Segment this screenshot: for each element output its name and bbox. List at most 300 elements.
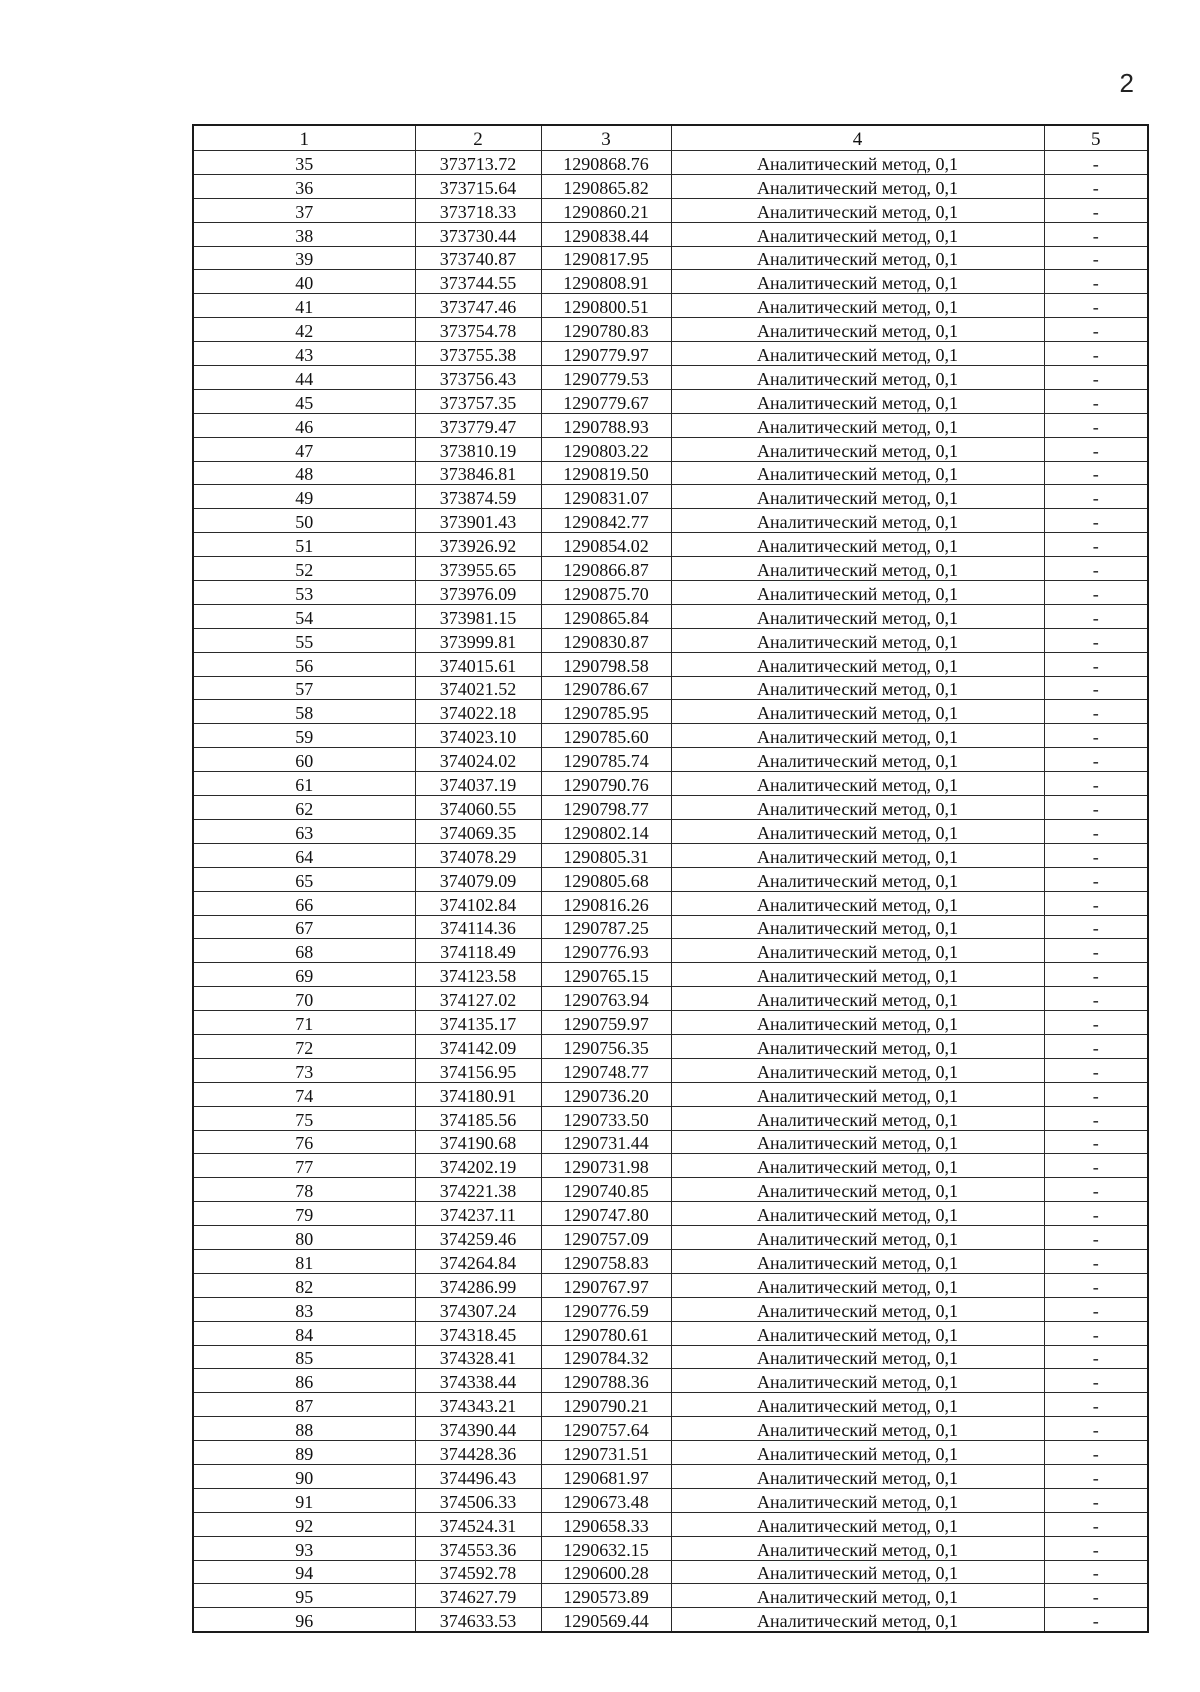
method-cell: Аналитический метод, 0,1: [671, 1584, 1044, 1608]
point-number-cell: 40: [193, 270, 415, 294]
method-cell: Аналитический метод, 0,1: [671, 915, 1044, 939]
point-number-cell: 61: [193, 772, 415, 796]
note-cell: -: [1044, 652, 1148, 676]
y-coordinate-cell: 1290779.67: [541, 389, 671, 413]
method-cell: Аналитический метод, 0,1: [671, 1154, 1044, 1178]
table-row: [193, 843, 1148, 867]
point-number-cell: 86: [193, 1369, 415, 1393]
x-coordinate-cell: 373779.47: [415, 413, 541, 437]
note-cell: -: [1044, 151, 1148, 175]
x-coordinate-cell: 374078.29: [415, 843, 541, 867]
table-row: [193, 1512, 1148, 1536]
x-coordinate-cell: 374022.18: [415, 700, 541, 724]
table-row: [193, 987, 1148, 1011]
x-coordinate-cell: 374024.02: [415, 748, 541, 772]
table-row: [193, 772, 1148, 796]
method-cell: Аналитический метод, 0,1: [671, 437, 1044, 461]
table-row: [193, 151, 1148, 175]
method-cell: Аналитический метод, 0,1: [671, 1249, 1044, 1273]
table-row: [193, 294, 1148, 318]
table-row: [193, 413, 1148, 437]
table-row: [193, 1321, 1148, 1345]
y-coordinate-cell: 1290787.25: [541, 915, 671, 939]
note-cell: -: [1044, 1273, 1148, 1297]
x-coordinate-cell: 374592.78: [415, 1560, 541, 1584]
x-coordinate-cell: 374307.24: [415, 1297, 541, 1321]
x-coordinate-cell: 374237.11: [415, 1202, 541, 1226]
note-cell: -: [1044, 1011, 1148, 1035]
note-cell: -: [1044, 1321, 1148, 1345]
y-coordinate-cell: 1290784.32: [541, 1345, 671, 1369]
point-number-cell: 89: [193, 1441, 415, 1465]
x-coordinate-cell: 374118.49: [415, 939, 541, 963]
method-cell: Аналитический метод, 0,1: [671, 748, 1044, 772]
note-cell: -: [1044, 342, 1148, 366]
method-cell: Аналитический метод, 0,1: [671, 1106, 1044, 1130]
table-row: [193, 174, 1148, 198]
x-coordinate-cell: 374156.95: [415, 1058, 541, 1082]
y-coordinate-cell: 1290736.20: [541, 1082, 671, 1106]
x-coordinate-cell: 374127.02: [415, 987, 541, 1011]
x-coordinate-cell: 374390.44: [415, 1417, 541, 1441]
table-row: [193, 963, 1148, 987]
y-coordinate-cell: 1290757.09: [541, 1226, 671, 1250]
method-cell: Аналитический метод, 0,1: [671, 198, 1044, 222]
table-row: [193, 437, 1148, 461]
note-cell: -: [1044, 222, 1148, 246]
point-number-cell: 39: [193, 246, 415, 270]
y-coordinate-cell: 1290800.51: [541, 294, 671, 318]
table-row: [193, 939, 1148, 963]
method-cell: Аналитический метод, 0,1: [671, 342, 1044, 366]
x-coordinate-cell: 374102.84: [415, 891, 541, 915]
method-cell: Аналитический метод, 0,1: [671, 318, 1044, 342]
note-cell: -: [1044, 1393, 1148, 1417]
method-cell: Аналитический метод, 0,1: [671, 1560, 1044, 1584]
x-coordinate-cell: 374524.31: [415, 1512, 541, 1536]
x-coordinate-cell: 373715.64: [415, 174, 541, 198]
y-coordinate-cell: 1290805.31: [541, 843, 671, 867]
point-number-cell: 50: [193, 509, 415, 533]
y-coordinate-cell: 1290776.59: [541, 1297, 671, 1321]
x-coordinate-cell: 374633.53: [415, 1608, 541, 1632]
method-cell: Аналитический метод, 0,1: [671, 628, 1044, 652]
method-cell: Аналитический метод, 0,1: [671, 294, 1044, 318]
y-coordinate-cell: 1290765.15: [541, 963, 671, 987]
table-body: [193, 151, 1148, 1633]
note-cell: -: [1044, 1082, 1148, 1106]
x-coordinate-cell: 373744.55: [415, 270, 541, 294]
method-cell: Аналитический метод, 0,1: [671, 1297, 1044, 1321]
x-coordinate-cell: 373756.43: [415, 366, 541, 390]
point-number-cell: 77: [193, 1154, 415, 1178]
note-cell: -: [1044, 174, 1148, 198]
x-coordinate-cell: 374190.68: [415, 1130, 541, 1154]
x-coordinate-cell: 373754.78: [415, 318, 541, 342]
method-cell: Аналитический метод, 0,1: [671, 366, 1044, 390]
y-coordinate-cell: 1290798.77: [541, 796, 671, 820]
table-row: [193, 1608, 1148, 1632]
point-number-cell: 85: [193, 1345, 415, 1369]
method-cell: Аналитический метод, 0,1: [671, 700, 1044, 724]
coordinates-table: [192, 124, 1149, 1633]
header-cell-2: 2: [415, 125, 541, 151]
point-number-cell: 88: [193, 1417, 415, 1441]
note-cell: -: [1044, 939, 1148, 963]
note-cell: -: [1044, 270, 1148, 294]
x-coordinate-cell: 374338.44: [415, 1369, 541, 1393]
x-coordinate-cell: 373901.43: [415, 509, 541, 533]
x-coordinate-cell: 374123.58: [415, 963, 541, 987]
y-coordinate-cell: 1290798.58: [541, 652, 671, 676]
y-coordinate-cell: 1290731.98: [541, 1154, 671, 1178]
table-row: [193, 1273, 1148, 1297]
table-row: [193, 1202, 1148, 1226]
y-coordinate-cell: 1290790.21: [541, 1393, 671, 1417]
y-coordinate-cell: 1290658.33: [541, 1512, 671, 1536]
method-cell: Аналитический метод, 0,1: [671, 939, 1044, 963]
x-coordinate-cell: 374428.36: [415, 1441, 541, 1465]
header-row: [193, 125, 1148, 151]
table-row: [193, 485, 1148, 509]
method-cell: Аналитический метод, 0,1: [671, 1011, 1044, 1035]
method-cell: Аналитический метод, 0,1: [671, 557, 1044, 581]
table-row: [193, 1011, 1148, 1035]
note-cell: -: [1044, 628, 1148, 652]
point-number-cell: 79: [193, 1202, 415, 1226]
method-cell: Аналитический метод, 0,1: [671, 509, 1044, 533]
point-number-cell: 81: [193, 1249, 415, 1273]
y-coordinate-cell: 1290785.74: [541, 748, 671, 772]
x-coordinate-cell: 373810.19: [415, 437, 541, 461]
table-row: [193, 1130, 1148, 1154]
table-row: [193, 1536, 1148, 1560]
method-cell: Аналитический метод, 0,1: [671, 819, 1044, 843]
method-cell: Аналитический метод, 0,1: [671, 246, 1044, 270]
y-coordinate-cell: 1290600.28: [541, 1560, 671, 1584]
note-cell: -: [1044, 437, 1148, 461]
y-coordinate-cell: 1290681.97: [541, 1464, 671, 1488]
note-cell: -: [1044, 1178, 1148, 1202]
table-row: [193, 915, 1148, 939]
y-coordinate-cell: 1290788.93: [541, 413, 671, 437]
note-cell: -: [1044, 748, 1148, 772]
note-cell: -: [1044, 246, 1148, 270]
method-cell: Аналитический метод, 0,1: [671, 604, 1044, 628]
table-row: [193, 700, 1148, 724]
y-coordinate-cell: 1290831.07: [541, 485, 671, 509]
x-coordinate-cell: 374221.38: [415, 1178, 541, 1202]
point-number-cell: 51: [193, 533, 415, 557]
y-coordinate-cell: 1290731.44: [541, 1130, 671, 1154]
point-number-cell: 91: [193, 1488, 415, 1512]
method-cell: Аналитический метод, 0,1: [671, 1034, 1044, 1058]
table-row: [193, 628, 1148, 652]
method-cell: Аналитический метод, 0,1: [671, 676, 1044, 700]
x-coordinate-cell: 374496.43: [415, 1464, 541, 1488]
x-coordinate-cell: 373976.09: [415, 581, 541, 605]
point-number-cell: 96: [193, 1608, 415, 1632]
y-coordinate-cell: 1290573.89: [541, 1584, 671, 1608]
point-number-cell: 74: [193, 1082, 415, 1106]
table-row: [193, 1058, 1148, 1082]
note-cell: -: [1044, 1441, 1148, 1465]
method-cell: Аналитический метод, 0,1: [671, 413, 1044, 437]
y-coordinate-cell: 1290785.95: [541, 700, 671, 724]
x-coordinate-cell: 373981.15: [415, 604, 541, 628]
coordinates-table-container: [192, 124, 1147, 1633]
y-coordinate-cell: 1290632.15: [541, 1536, 671, 1560]
note-cell: -: [1044, 318, 1148, 342]
method-cell: Аналитический метод, 0,1: [671, 461, 1044, 485]
point-number-cell: 62: [193, 796, 415, 820]
note-cell: -: [1044, 1584, 1148, 1608]
point-number-cell: 46: [193, 413, 415, 437]
point-number-cell: 75: [193, 1106, 415, 1130]
point-number-cell: 65: [193, 867, 415, 891]
note-cell: -: [1044, 485, 1148, 509]
table-row: [193, 1464, 1148, 1488]
y-coordinate-cell: 1290757.64: [541, 1417, 671, 1441]
note-cell: -: [1044, 867, 1148, 891]
y-coordinate-cell: 1290865.82: [541, 174, 671, 198]
table-row: [193, 1560, 1148, 1584]
method-cell: Аналитический метод, 0,1: [671, 151, 1044, 175]
method-cell: Аналитический метод, 0,1: [671, 485, 1044, 509]
point-number-cell: 58: [193, 700, 415, 724]
x-coordinate-cell: 374180.91: [415, 1082, 541, 1106]
table-row: [193, 533, 1148, 557]
note-cell: -: [1044, 796, 1148, 820]
note-cell: -: [1044, 1226, 1148, 1250]
x-coordinate-cell: 373713.72: [415, 151, 541, 175]
note-cell: -: [1044, 1417, 1148, 1441]
method-cell: Аналитический метод, 0,1: [671, 1464, 1044, 1488]
point-number-cell: 80: [193, 1226, 415, 1250]
note-cell: -: [1044, 1560, 1148, 1584]
method-cell: Аналитический метод, 0,1: [671, 1178, 1044, 1202]
table-row: [193, 1178, 1148, 1202]
method-cell: Аналитический метод, 0,1: [671, 174, 1044, 198]
y-coordinate-cell: 1290802.14: [541, 819, 671, 843]
point-number-cell: 57: [193, 676, 415, 700]
x-coordinate-cell: 374553.36: [415, 1536, 541, 1560]
y-coordinate-cell: 1290733.50: [541, 1106, 671, 1130]
x-coordinate-cell: 374015.61: [415, 652, 541, 676]
note-cell: -: [1044, 700, 1148, 724]
table-row: [193, 819, 1148, 843]
x-coordinate-cell: 373926.92: [415, 533, 541, 557]
x-coordinate-cell: 374142.09: [415, 1034, 541, 1058]
table-row: [193, 1082, 1148, 1106]
point-number-cell: 93: [193, 1536, 415, 1560]
y-coordinate-cell: 1290740.85: [541, 1178, 671, 1202]
note-cell: -: [1044, 819, 1148, 843]
method-cell: Аналитический метод, 0,1: [671, 891, 1044, 915]
method-cell: Аналитический метод, 0,1: [671, 724, 1044, 748]
table-row: [193, 1369, 1148, 1393]
note-cell: -: [1044, 1464, 1148, 1488]
point-number-cell: 56: [193, 652, 415, 676]
point-number-cell: 63: [193, 819, 415, 843]
x-coordinate-cell: 374202.19: [415, 1154, 541, 1178]
point-number-cell: 83: [193, 1297, 415, 1321]
note-cell: -: [1044, 1297, 1148, 1321]
note-cell: -: [1044, 1512, 1148, 1536]
y-coordinate-cell: 1290763.94: [541, 987, 671, 1011]
method-cell: Аналитический метод, 0,1: [671, 867, 1044, 891]
note-cell: -: [1044, 891, 1148, 915]
method-cell: Аналитический метод, 0,1: [671, 1512, 1044, 1536]
table-row: [193, 581, 1148, 605]
table-row: [193, 198, 1148, 222]
y-coordinate-cell: 1290805.68: [541, 867, 671, 891]
point-number-cell: 59: [193, 724, 415, 748]
y-coordinate-cell: 1290786.67: [541, 676, 671, 700]
method-cell: Аналитический метод, 0,1: [671, 1369, 1044, 1393]
note-cell: -: [1044, 915, 1148, 939]
note-cell: -: [1044, 1608, 1148, 1632]
method-cell: Аналитический метод, 0,1: [671, 1441, 1044, 1465]
table-row: [193, 1345, 1148, 1369]
y-coordinate-cell: 1290748.77: [541, 1058, 671, 1082]
note-cell: -: [1044, 1130, 1148, 1154]
y-coordinate-cell: 1290803.22: [541, 437, 671, 461]
table-row: [193, 724, 1148, 748]
y-coordinate-cell: 1290865.84: [541, 604, 671, 628]
point-number-cell: 60: [193, 748, 415, 772]
x-coordinate-cell: 374060.55: [415, 796, 541, 820]
note-cell: -: [1044, 389, 1148, 413]
point-number-cell: 52: [193, 557, 415, 581]
note-cell: -: [1044, 1345, 1148, 1369]
point-number-cell: 54: [193, 604, 415, 628]
y-coordinate-cell: 1290790.76: [541, 772, 671, 796]
note-cell: -: [1044, 533, 1148, 557]
y-coordinate-cell: 1290830.87: [541, 628, 671, 652]
x-coordinate-cell: 374627.79: [415, 1584, 541, 1608]
table-row: [193, 796, 1148, 820]
x-coordinate-cell: 373740.87: [415, 246, 541, 270]
page-number: 2: [1119, 68, 1134, 98]
method-cell: Аналитический метод, 0,1: [671, 796, 1044, 820]
point-number-cell: 37: [193, 198, 415, 222]
y-coordinate-cell: 1290759.97: [541, 1011, 671, 1035]
method-cell: Аналитический метод, 0,1: [671, 1488, 1044, 1512]
method-cell: Аналитический метод, 0,1: [671, 1417, 1044, 1441]
table-row: [193, 270, 1148, 294]
y-coordinate-cell: 1290838.44: [541, 222, 671, 246]
point-number-cell: 36: [193, 174, 415, 198]
y-coordinate-cell: 1290779.97: [541, 342, 671, 366]
table-row: [193, 1488, 1148, 1512]
x-coordinate-cell: 374318.45: [415, 1321, 541, 1345]
header-cell-3: 3: [541, 125, 671, 151]
note-cell: -: [1044, 1488, 1148, 1512]
x-coordinate-cell: 373755.38: [415, 342, 541, 366]
table-row: [193, 867, 1148, 891]
point-number-cell: 66: [193, 891, 415, 915]
method-cell: Аналитический метод, 0,1: [671, 1130, 1044, 1154]
note-cell: -: [1044, 1058, 1148, 1082]
x-coordinate-cell: 373874.59: [415, 485, 541, 509]
table-row: [193, 509, 1148, 533]
point-number-cell: 87: [193, 1393, 415, 1417]
x-coordinate-cell: 374135.17: [415, 1011, 541, 1035]
note-cell: -: [1044, 987, 1148, 1011]
table-row: [193, 676, 1148, 700]
y-coordinate-cell: 1290731.51: [541, 1441, 671, 1465]
note-cell: -: [1044, 1154, 1148, 1178]
y-coordinate-cell: 1290780.83: [541, 318, 671, 342]
x-coordinate-cell: 374259.46: [415, 1226, 541, 1250]
x-coordinate-cell: 373955.65: [415, 557, 541, 581]
table-row: [193, 1154, 1148, 1178]
header-cell-5: 5: [1044, 125, 1148, 151]
method-cell: Аналитический метод, 0,1: [671, 963, 1044, 987]
method-cell: Аналитический метод, 0,1: [671, 1393, 1044, 1417]
table-row: [193, 891, 1148, 915]
point-number-cell: 64: [193, 843, 415, 867]
note-cell: -: [1044, 1106, 1148, 1130]
note-cell: -: [1044, 198, 1148, 222]
x-coordinate-cell: 374021.52: [415, 676, 541, 700]
note-cell: -: [1044, 843, 1148, 867]
method-cell: Аналитический метод, 0,1: [671, 533, 1044, 557]
point-number-cell: 71: [193, 1011, 415, 1035]
y-coordinate-cell: 1290842.77: [541, 509, 671, 533]
point-number-cell: 67: [193, 915, 415, 939]
table-row: [193, 604, 1148, 628]
method-cell: Аналитический метод, 0,1: [671, 1536, 1044, 1560]
table-row: [193, 1417, 1148, 1441]
x-coordinate-cell: 373757.35: [415, 389, 541, 413]
y-coordinate-cell: 1290868.76: [541, 151, 671, 175]
note-cell: -: [1044, 294, 1148, 318]
table-row: [193, 1226, 1148, 1250]
note-cell: -: [1044, 366, 1148, 390]
point-number-cell: 47: [193, 437, 415, 461]
point-number-cell: 41: [193, 294, 415, 318]
x-coordinate-cell: 373846.81: [415, 461, 541, 485]
y-coordinate-cell: 1290569.44: [541, 1608, 671, 1632]
x-coordinate-cell: 374079.09: [415, 867, 541, 891]
y-coordinate-cell: 1290819.50: [541, 461, 671, 485]
table-row: [193, 342, 1148, 366]
x-coordinate-cell: 374185.56: [415, 1106, 541, 1130]
x-coordinate-cell: 374328.41: [415, 1345, 541, 1369]
method-cell: Аналитический метод, 0,1: [671, 1608, 1044, 1632]
table-row: [193, 318, 1148, 342]
method-cell: Аналитический метод, 0,1: [671, 1082, 1044, 1106]
method-cell: Аналитический метод, 0,1: [671, 581, 1044, 605]
x-coordinate-cell: 373747.46: [415, 294, 541, 318]
note-cell: -: [1044, 1369, 1148, 1393]
note-cell: -: [1044, 1249, 1148, 1273]
method-cell: Аналитический метод, 0,1: [671, 652, 1044, 676]
point-number-cell: 55: [193, 628, 415, 652]
point-number-cell: 35: [193, 151, 415, 175]
x-coordinate-cell: 373999.81: [415, 628, 541, 652]
x-coordinate-cell: 374069.35: [415, 819, 541, 843]
note-cell: -: [1044, 1034, 1148, 1058]
table-row: [193, 1297, 1148, 1321]
point-number-cell: 84: [193, 1321, 415, 1345]
point-number-cell: 73: [193, 1058, 415, 1082]
y-coordinate-cell: 1290780.61: [541, 1321, 671, 1345]
y-coordinate-cell: 1290776.93: [541, 939, 671, 963]
point-number-cell: 49: [193, 485, 415, 509]
